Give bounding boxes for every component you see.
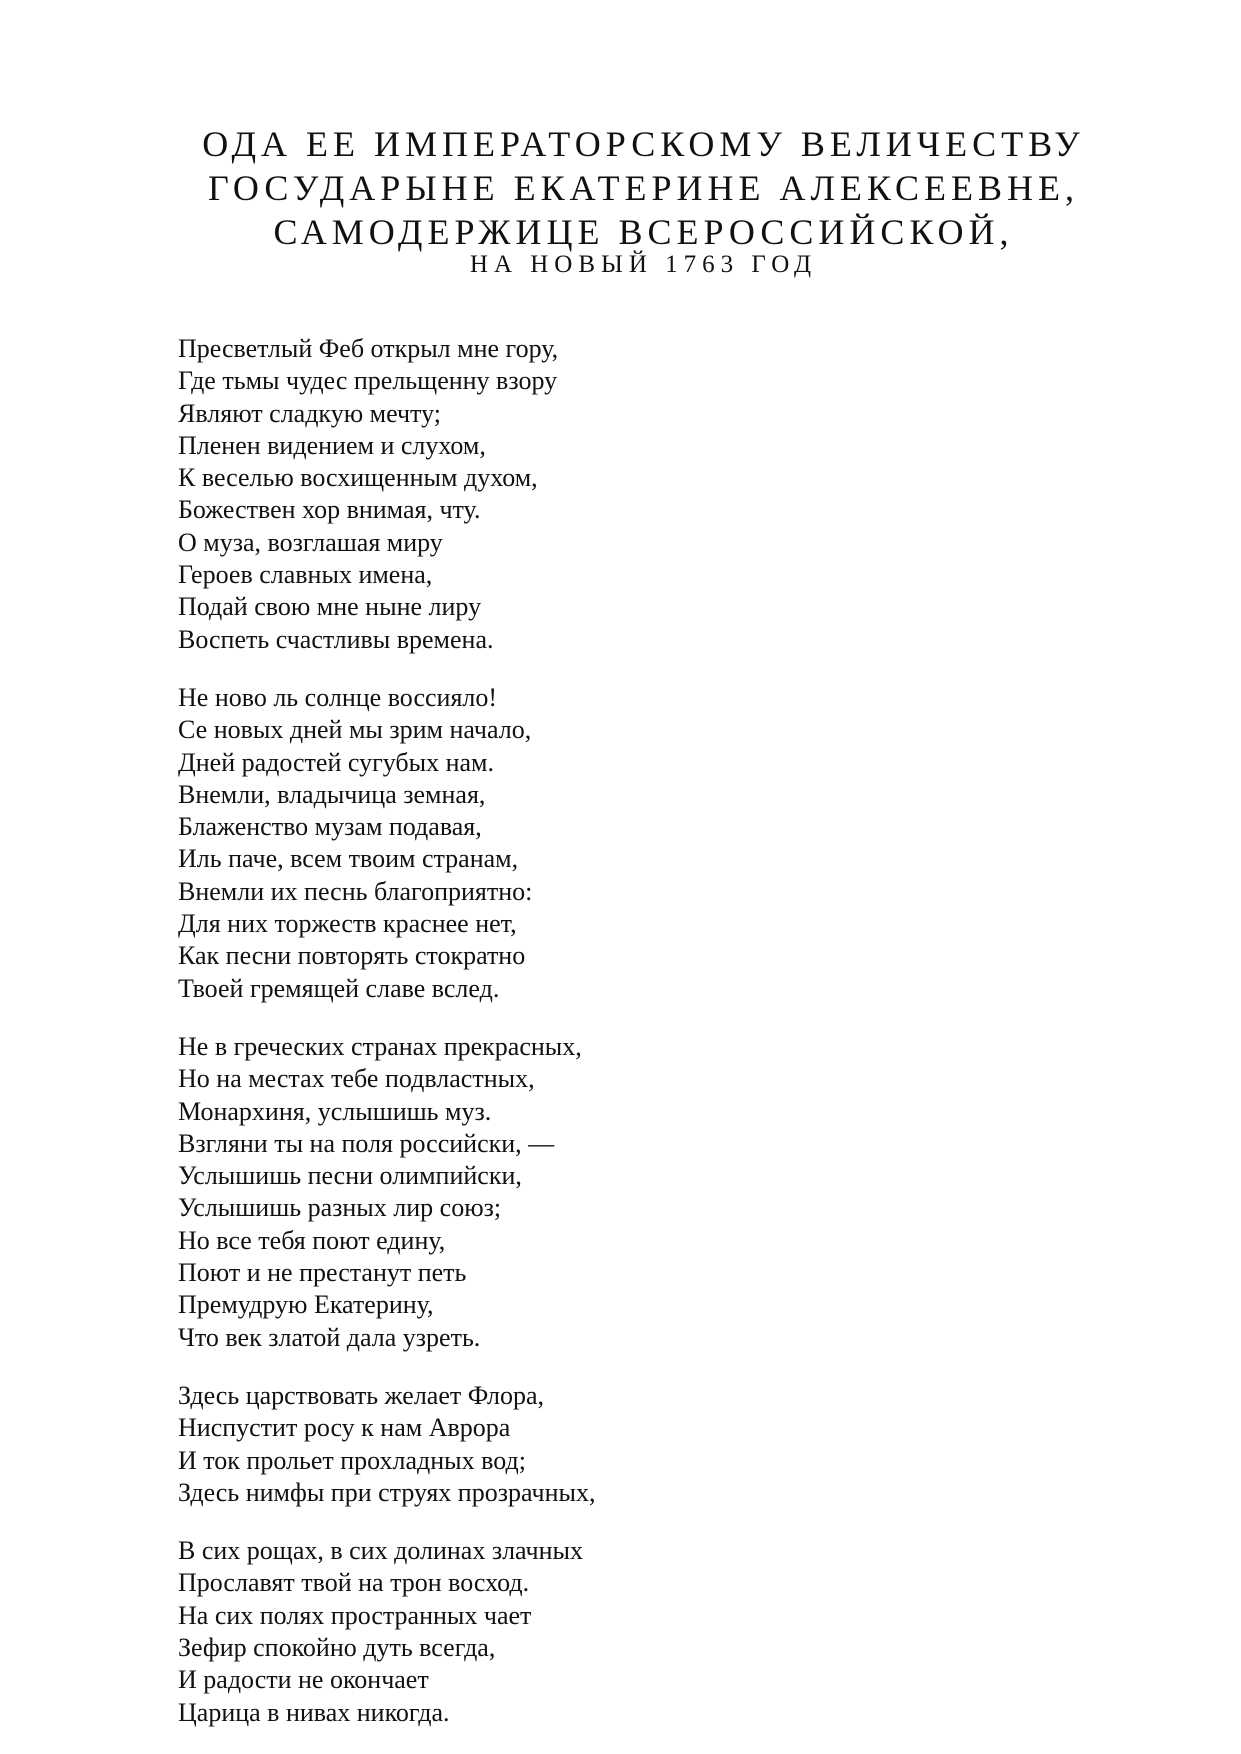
verse-line: Зефир спокойно дуть всегда,	[178, 1632, 496, 1662]
verse-line: О муза, возглашая миру	[178, 527, 443, 557]
verse-line: Услышишь песни олимпийски,	[178, 1161, 522, 1191]
verse-line: Внемли их песнь благоприятно:	[178, 876, 533, 906]
verse-line: Божествен хор внимая, чту.	[178, 495, 481, 525]
verse-line: Царица в нивах никогда.	[178, 1697, 450, 1727]
title-line-2: ГОСУДАРЫНЕ ЕКАТЕРИНЕ АЛЕКСЕЕВНЕ,	[207, 168, 1080, 208]
title-line-1: ОДА ЕЕ ИМПЕРАТОРСКОМУ ВЕЛИЧЕСТВУ	[202, 124, 1085, 164]
verse-line: Что век златой дала узреть.	[178, 1322, 481, 1352]
verse-line: Премудрую Екатерину,	[178, 1290, 434, 1320]
poem-body	[178, 333, 1078, 1729]
verse-line: Здесь нимфы при струях прозрачных,	[178, 1477, 596, 1507]
verse-line: Для них торжеств краснее нет,	[178, 909, 517, 939]
stanza	[178, 333, 1078, 656]
stanza	[178, 1380, 1078, 1509]
subtitle: НА НОВЫЙ 1763 ГОД	[469, 251, 818, 278]
title-line-3: САМОДЕРЖИЦЕ ВСЕРОССИЙСКОЙ,	[273, 212, 1014, 252]
stanza	[178, 1031, 1078, 1354]
verse-line: На сих полях пространных чает	[178, 1600, 532, 1630]
verse-line: Блаженство музам подавая,	[178, 812, 482, 842]
verse-line: Воспеть счастливы времена.	[178, 624, 494, 654]
verse-line: Являют сладкую мечту;	[178, 398, 441, 428]
verse-line: Но на местах тебе подвластных,	[178, 1064, 535, 1094]
verse-line: Пресветлый Феб открыл мне гору,	[178, 334, 559, 363]
verse-line: Дней радостей сугубых нам.	[178, 747, 494, 777]
verse-line: Услышишь разных лир союз;	[178, 1193, 502, 1223]
verse-line: Но все тебя поют едину,	[178, 1225, 446, 1255]
stanza	[178, 682, 1078, 1005]
stanza	[178, 1535, 1078, 1729]
title-block	[0, 122, 1241, 280]
verse-line: Се новых дней мы зрим начало,	[178, 715, 532, 745]
verse-line: Здесь царствовать желает Флора,	[178, 1380, 545, 1410]
verse-line: Подай свою мне ныне лиру	[178, 592, 482, 622]
verse-line: Монархиня, услышишь муз.	[178, 1096, 492, 1126]
verse-line: И ток прольет прохладных вод;	[178, 1445, 526, 1475]
verse-line: Ниспустит росу к нам Аврора	[178, 1413, 511, 1443]
verse-line: Взгляни ты на поля российски, —	[178, 1128, 555, 1158]
verse-line: Прославят твой на трон восход.	[178, 1568, 530, 1598]
verse-line: И радости не окончает	[178, 1665, 429, 1695]
verse-line: Внемли, владычица земная,	[178, 779, 486, 809]
verse-line: Как песни повторять стократно	[178, 941, 526, 971]
verse-line: Поют и не престанут петь	[178, 1258, 467, 1288]
verse-line: Пленен видением и слухом,	[178, 430, 486, 460]
verse-line: Не ново ль солнце воссияло!	[178, 682, 498, 712]
verse-line: Героев славных имена,	[178, 560, 433, 590]
verse-line: К веселью восхищенным духом,	[178, 463, 538, 493]
verse-line: Иль паче, всем твоим странам,	[178, 844, 519, 874]
verse-line: Твоей гремящей славе вслед.	[178, 973, 500, 1003]
verse-line: Где тьмы чудес прельщенну взору	[178, 366, 558, 396]
verse-line: Не в греческих странах прекрасных,	[178, 1031, 582, 1061]
verse-line: В сих рощах, в сих долинах злачных	[178, 1536, 584, 1566]
